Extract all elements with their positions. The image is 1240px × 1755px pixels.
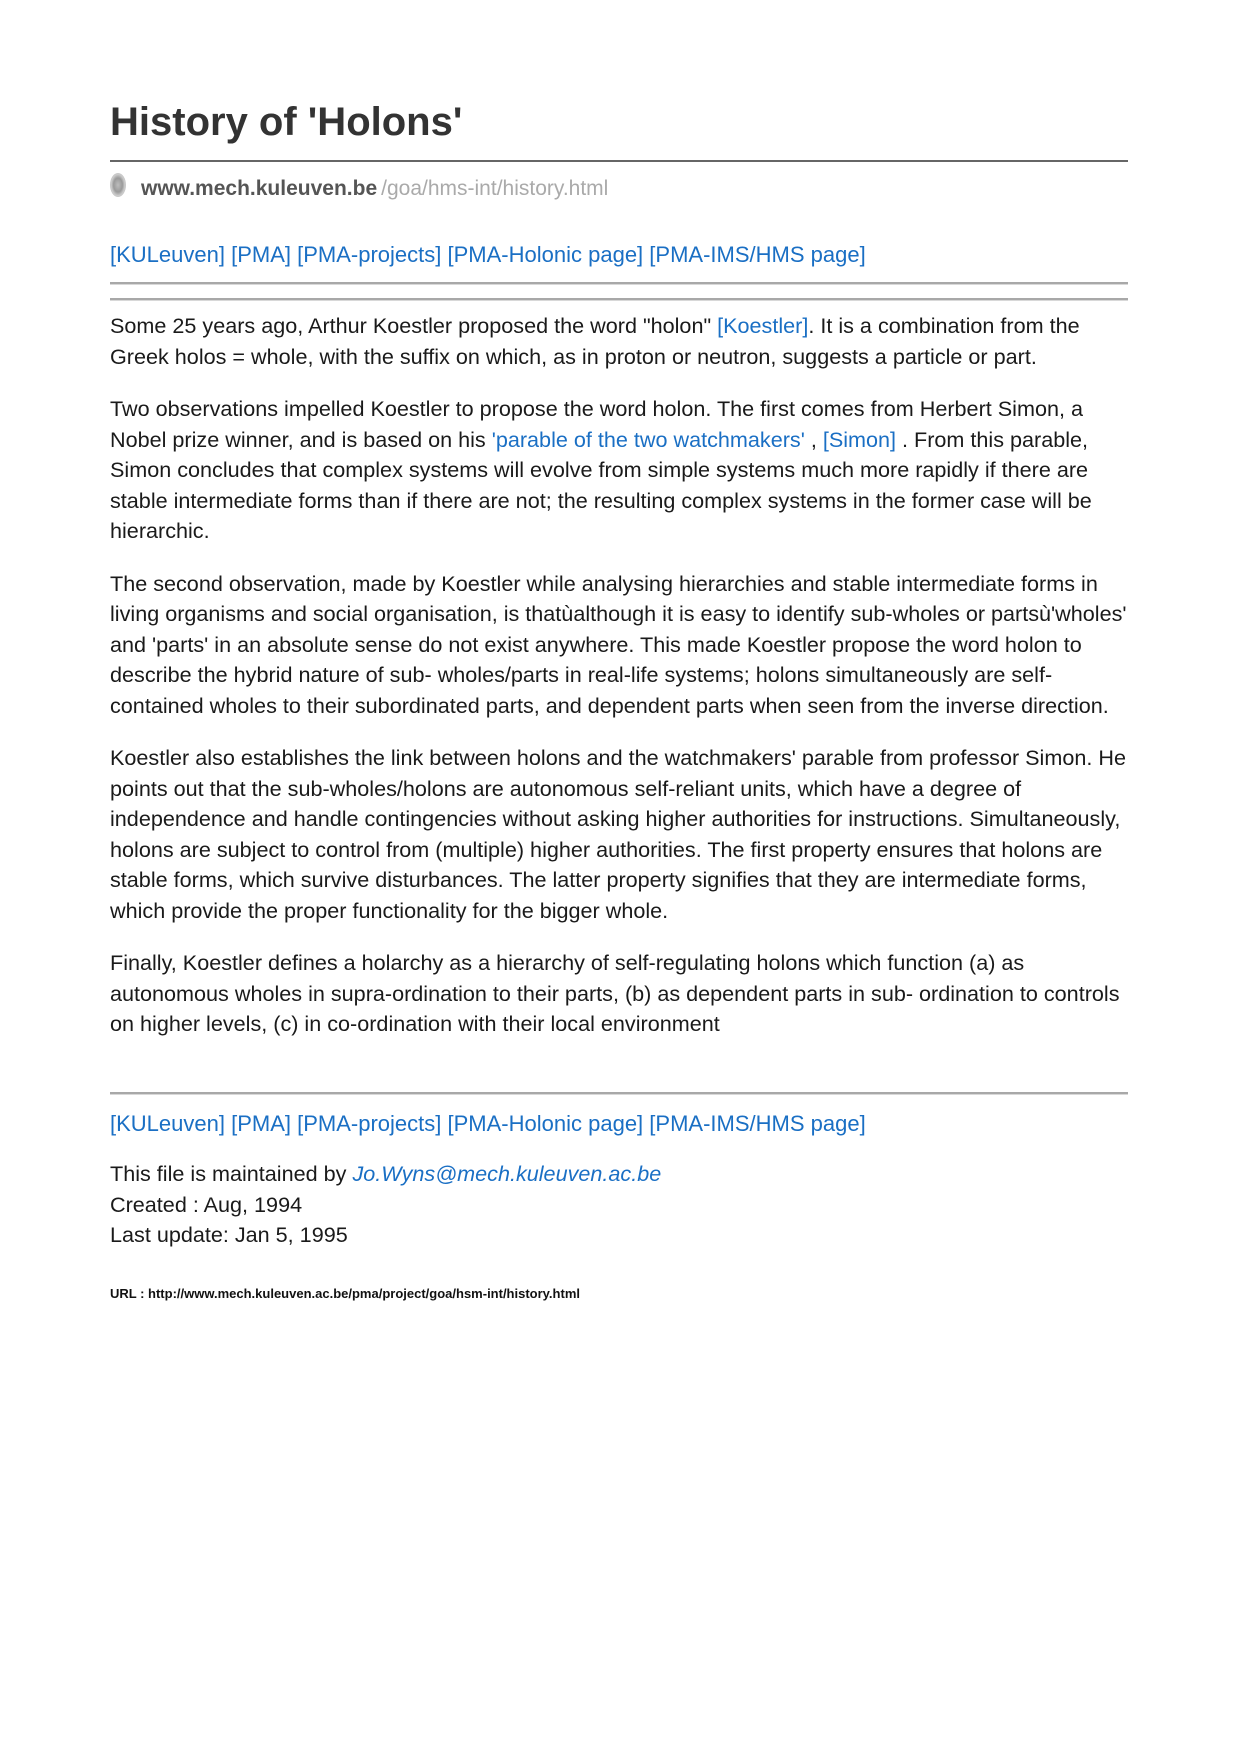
nav-link-kuleuven[interactable]: [KULeuven] xyxy=(110,1111,225,1136)
article-body xyxy=(110,311,1128,1062)
divider xyxy=(110,1092,1128,1095)
nav-link-pma[interactable]: [PMA] xyxy=(231,242,291,267)
divider xyxy=(110,282,1128,285)
koestler-reference-link[interactable]: [Koestler] xyxy=(717,313,809,338)
maintainer-info xyxy=(110,1159,661,1251)
maintainer-email-link[interactable]: Jo.Wyns@mech.kuleuven.ac.be xyxy=(352,1161,662,1186)
watchmakers-parable-link[interactable]: 'parable of the two watchmakers' xyxy=(491,426,805,452)
university-seal-icon xyxy=(110,173,126,197)
paragraph: Koestler also establishes the link between holons and the watchmakers' parable from professor Simon. He points out that the sub-wholes/holons are autonomous self-reliant units, which have a degree of independence and handle contingencies without asking higher authorities for instructions. Simultaneously, holons are subject to control from (multiple) higher authorities. The first property ensures that holons are stable forms, which survive disturbances. The latter property signifies that they are intermediate forms, which provide the proper functionality for the bigger whole. xyxy=(110,745,1126,923)
source-url xyxy=(110,176,608,202)
maintained-by-line: This file is maintained by Jo.Wyns@mech.kuleuven.ac.be xyxy=(110,1161,662,1186)
nav-link-pma-holonic[interactable]: [PMA-Holonic page] xyxy=(447,1111,644,1136)
created-date: Created : Aug, 1994 xyxy=(110,1191,303,1217)
last-update-date: Last update: Jan 5, 1995 xyxy=(110,1222,348,1247)
top-nav xyxy=(110,241,866,269)
nav-link-pma-projects[interactable]: [PMA-projects] xyxy=(297,242,442,267)
page-title: History of 'Holons' xyxy=(110,100,463,144)
simon-reference-link[interactable]: [Simon] xyxy=(822,426,897,452)
nav-link-pma-projects[interactable]: [PMA-projects] xyxy=(297,1111,442,1136)
title-divider xyxy=(110,160,1128,162)
source-host: www.mech.kuleuven.be xyxy=(141,177,378,200)
source-path: /goa/hms-int/history.html xyxy=(381,177,609,200)
nav-link-pma-holonic[interactable]: [PMA-Holonic page] xyxy=(447,242,644,267)
divider xyxy=(110,298,1128,301)
bottom-nav xyxy=(110,1110,866,1138)
paragraph: The second observation, made by Koestler while analysing hierarchies and stable intermediate forms in living organisms and social organisation, is thatùalthough it is easy to identify sub-wholes or partsù'wholes' and 'parts' in an absolute sense do not exist anywhere. This made Koestler propose the word holon to describe the hybrid nature of sub- wholes/parts in real-life systems; holons simultaneously are self-contained wholes to their subordinated parts, and dependent parts when seen from the inverse direction. xyxy=(110,570,1127,718)
nav-link-pma-ims-hms[interactable]: [PMA-IMS/HMS page] xyxy=(649,242,866,267)
nav-link-kuleuven[interactable]: [KULeuven] xyxy=(110,242,225,267)
paragraph: Finally, Koestler defines a holarchy as a hierarchy of self-regulating holons which function (a) as autonomous wholes in supra-ordination to their parts, (b) as dependent parts in sub- ordination to controls on higher levels, (c) in co-ordination with their local environment xyxy=(110,950,1120,1036)
paragraph: Some 25 years ago, Arthur Koestler proposed the word "holon" [Koestler]. It is a combination from the Greek holos = whole, with the suffix on which, as in proton or neutron, suggests a particle or part. xyxy=(110,313,1080,369)
nav-link-pma-ims-hms[interactable]: [PMA-IMS/HMS page] xyxy=(649,1111,866,1136)
paragraph: Two observations impelled Koestler to propose the word holon. The first comes from Herbert Simon, a Nobel prize winner, and is based on his 'parable of the two watchmakers' , [Simon] . From this parable, Simon concludes that complex systems will evolve from simple systems much more rapidly if there are stable intermediate forms than if there are not; the resulting complex systems in the former case will be hierarchic. xyxy=(110,396,1092,543)
page-url-footer: URL : http://www.mech.kuleuven.ac.be/pma/project/goa/hsm-int/history.html xyxy=(110,1286,580,1301)
nav-link-pma[interactable]: [PMA] xyxy=(231,1111,291,1136)
